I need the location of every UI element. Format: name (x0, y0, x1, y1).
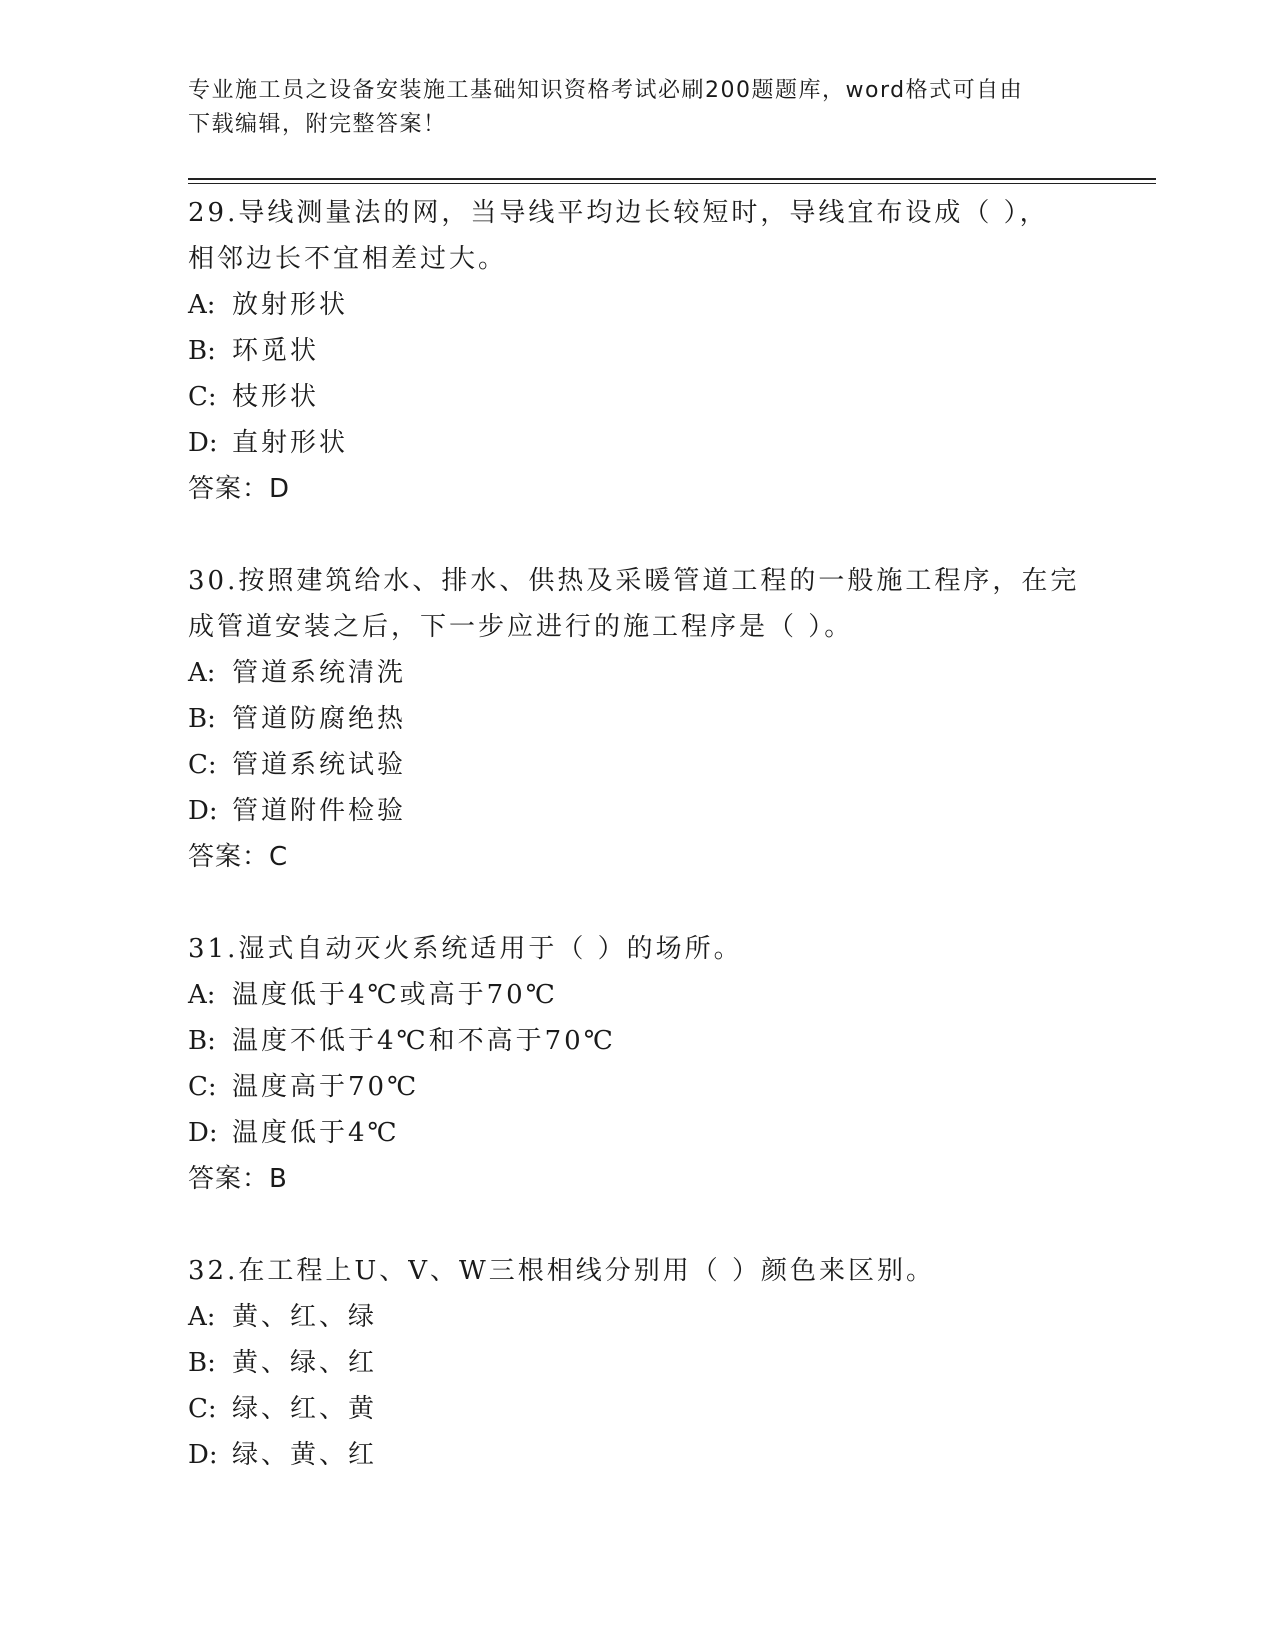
option-text: 管道附件检验 (232, 796, 407, 826)
option-letter: D: (188, 796, 218, 826)
option-a (188, 1294, 1088, 1340)
option-letter: A: (188, 658, 216, 688)
option-text: 绿、黄、红 (232, 1440, 378, 1470)
question-list (188, 190, 1088, 1524)
answer-line: 答案：C (188, 842, 289, 872)
option-letter: A: (188, 1302, 216, 1332)
option-letter: B: (188, 704, 216, 734)
option-text: 绿、红、黄 (232, 1394, 378, 1424)
option-text: 温度高于70℃ (232, 1072, 420, 1102)
option-letter: C: (188, 382, 217, 412)
option-text: 管道防腐绝热 (232, 704, 407, 734)
question-stem-line-2: 相邻边长不宜相差过大。 (188, 244, 508, 274)
header-divider-thick (188, 178, 1156, 180)
header-line-2: 下载编辑，附完整答案！ (188, 112, 447, 137)
option-b (188, 696, 1088, 742)
option-letter: C: (188, 1394, 217, 1424)
option-text: 温度不低于4℃和不高于70℃ (232, 1026, 616, 1056)
question-stem (188, 190, 1088, 282)
header-line-1: 专业施工员之设备安装施工基础知识资格考试必刷200题题库，word格式可自由 (188, 78, 1024, 103)
question-32 (188, 1248, 1088, 1478)
option-b (188, 1018, 1088, 1064)
option-c (188, 1064, 1088, 1110)
option-letter: D: (188, 1440, 218, 1470)
option-text: 黄、红、绿 (232, 1302, 378, 1332)
option-text: 放射形状 (232, 290, 349, 320)
question-stem-line-1: 31.湿式自动灭火系统适用于（ ）的场所。 (188, 934, 743, 964)
option-letter: C: (188, 1072, 217, 1102)
option-c (188, 374, 1088, 420)
option-text: 温度低于4℃或高于70℃ (232, 980, 558, 1010)
question-stem (188, 558, 1088, 650)
option-letter: B: (188, 336, 216, 366)
option-letter: B: (188, 1348, 216, 1378)
option-d (188, 1110, 1088, 1156)
answer-line: 答案：D (188, 474, 291, 504)
question-stem (188, 1248, 1088, 1294)
option-text: 枝形状 (232, 382, 320, 412)
option-a (188, 972, 1088, 1018)
option-text: 黄、绿、红 (232, 1348, 378, 1378)
option-b (188, 328, 1088, 374)
option-d (188, 1432, 1088, 1478)
option-letter: D: (188, 1118, 218, 1148)
option-letter: A: (188, 980, 216, 1010)
question-31 (188, 926, 1088, 1202)
option-letter: A: (188, 290, 216, 320)
header-divider-thin (188, 183, 1156, 184)
option-text: 管道系统清洗 (232, 658, 407, 688)
option-a (188, 282, 1088, 328)
document-header (188, 74, 1088, 142)
question-stem-line-1: 29.导线测量法的网，当导线平均边长较短时，导线宜布设成（ ）， (188, 198, 1049, 228)
option-text: 温度低于4℃ (232, 1118, 400, 1148)
question-stem-line-2: 成管道安装之后，下一步应进行的施工程序是（ ）。 (188, 612, 854, 642)
question-stem (188, 926, 1088, 972)
option-a (188, 650, 1088, 696)
answer-line: 答案：B (188, 1164, 288, 1194)
question-30 (188, 558, 1088, 880)
option-letter: B: (188, 1026, 216, 1056)
option-letter: C: (188, 750, 217, 780)
option-letter: D: (188, 428, 218, 458)
question-stem-line-1: 30.按照建筑给水、排水、供热及采暖管道工程的一般施工程序，在完 (188, 566, 1080, 596)
option-d (188, 420, 1088, 466)
option-c (188, 742, 1088, 788)
question-29 (188, 190, 1088, 512)
option-b (188, 1340, 1088, 1386)
option-text: 管道系统试验 (232, 750, 407, 780)
question-stem-line-1: 32.在工程上U、V、W三根相线分别用（ ）颜色来区别。 (188, 1256, 936, 1286)
option-text: 直射形状 (232, 428, 349, 458)
option-text: 环觅状 (232, 336, 320, 366)
option-c (188, 1386, 1088, 1432)
option-d (188, 788, 1088, 834)
